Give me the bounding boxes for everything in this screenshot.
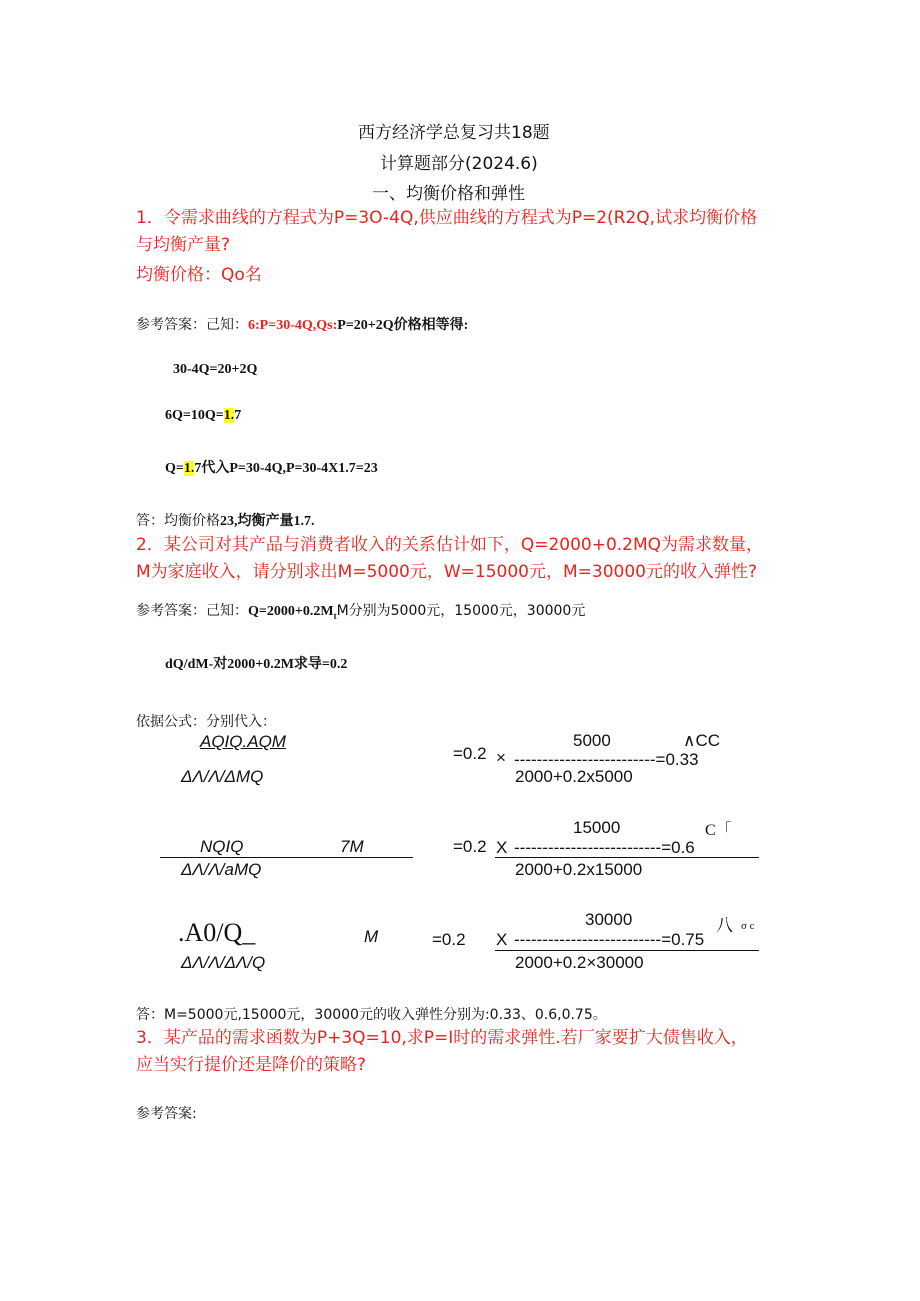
formula2-equals: =0.2	[453, 837, 487, 856]
answer-equation: P=20+2Q价格相等得:	[337, 318, 469, 333]
question-3-number: 3	[136, 1028, 147, 1048]
q2-answer-line	[136, 600, 585, 621]
formula1-equals: =0.2	[453, 744, 487, 763]
formula2-fraction-line	[160, 857, 413, 858]
answer-equation: Q=2000+0.2M	[248, 604, 334, 619]
formula1-noise: ∧CC	[683, 731, 720, 750]
document-title: 西方经济学总复习共18题	[358, 123, 550, 143]
question-1-line3: 均衡价格：Qo名	[136, 265, 262, 285]
formula1-result: -------------------------=0.33	[514, 750, 699, 769]
conclusion-value: 23,均衡产量1.7.	[220, 514, 315, 529]
q1-step3-tail: 7代入P=30-4Q,P=30-4X1.7=23	[194, 461, 378, 476]
formula3-result: --------------------------=0.75	[514, 930, 705, 949]
highlighted-value: 1.	[223, 408, 235, 423]
q1-step1: 30-4Q=20+2Q	[173, 362, 258, 377]
q1-step2	[165, 408, 241, 424]
formula3-right-line	[495, 950, 759, 951]
formula2-times: X	[496, 838, 508, 857]
document-subtitle: 计算题部分(2024.6)	[380, 154, 538, 174]
formula3-denominator: 2000+0.2×30000	[515, 953, 644, 972]
formula2-noise: C「	[705, 822, 732, 839]
question-3-line2: 应当实行提价还是降价的策略?	[136, 1055, 367, 1075]
question-1-text: ．令需求曲线的方程式为P=3O-4Q,供应曲线的方程式为P=2(R2Q,试求均衡价格	[146, 208, 758, 228]
formula1-numerator: 5000	[573, 731, 611, 750]
answer-subscript: t	[333, 610, 337, 621]
formula2-result: --------------------------=0.6	[514, 838, 695, 857]
formula3-top: .A0/Q_	[178, 918, 256, 947]
formula3-noise-b: σ c	[741, 920, 755, 932]
question-2-line2: M为家庭收入，请分别求出M=5000元，W=15000元，M=30000元的收入弹性?	[136, 562, 757, 582]
q1-answer-line	[136, 314, 468, 334]
question-1-line1	[136, 205, 757, 232]
formula1-top: AQIQ.AQM	[200, 732, 286, 751]
question-1-number: 1	[136, 208, 147, 228]
demand-label: 6:P=30-4Q,	[248, 318, 317, 333]
q2-conclusion: 答：M=5000元,15000元，30000元的收入弹性分别为:0.33、0.6,0.75。	[136, 1007, 607, 1023]
formula1-denominator: 2000+0.2x5000	[515, 767, 633, 786]
answer-tail: M分别为5000元，15000元，30000元	[336, 603, 586, 619]
formula3-times: X	[496, 930, 508, 949]
formula1-bottom: ΔΛ/Λ/ΔMQ	[181, 767, 264, 786]
q1-conclusion	[136, 510, 315, 530]
answer-label: 参考答案：己知：	[136, 317, 248, 333]
question-3-line1	[136, 1025, 748, 1052]
question-2-text: ．某公司对其产品与消费者收入的关系估计如下，Q=2000+0.2MQ为需求数量，	[146, 535, 764, 555]
formula2-denominator: 2000+0.2x15000	[515, 860, 643, 879]
question-3-text: ．某产品的需求函数为P+3Q=10,求P=I时的需求弹性.若厂家要扩大债售收入，	[146, 1028, 748, 1048]
formula1-times: ×	[496, 748, 506, 767]
q2-derivative: dQ/dM-对2000+0.2M求导=0.2	[165, 657, 348, 672]
question-1-line2: 与均衡产量?	[136, 235, 231, 255]
question-2-line1	[136, 532, 763, 559]
q1-step2-tail: 7	[234, 408, 242, 423]
formula3-m: M	[364, 927, 379, 946]
formula3-bottom: ΔΛ/Λ/ΔΛ/Q	[181, 953, 266, 972]
conclusion-label: 答：均衡价格	[136, 513, 220, 529]
formula3-noise-a: 八	[716, 916, 733, 936]
formula2-right-line	[495, 857, 759, 858]
answer-label: 参考答案：己知：	[136, 603, 248, 619]
formula3-numerator: 30000	[585, 910, 633, 929]
formula2-m: 7M	[340, 837, 364, 856]
formula2-numerator: 15000	[573, 818, 621, 837]
formula2-bottom: ΔΛ/Λ/aMQ	[181, 860, 262, 879]
supply-label: Qs:	[316, 318, 338, 333]
highlighted-value: 1.	[183, 461, 195, 476]
question-2-number: 2	[136, 535, 147, 555]
q2-formula-label: 依据公式：分别代入：	[136, 714, 276, 730]
q1-step3	[165, 457, 378, 477]
formula3-equals: =0.2	[432, 930, 466, 949]
q1-step3-text: Q=	[165, 461, 184, 476]
formula2-top: NQIQ	[200, 837, 244, 856]
q3-answer-label: 参考答案:	[136, 1106, 197, 1122]
section-heading: 一、均衡价格和弹性	[372, 184, 525, 204]
q1-step2-text: 6Q=10Q=	[165, 408, 224, 423]
